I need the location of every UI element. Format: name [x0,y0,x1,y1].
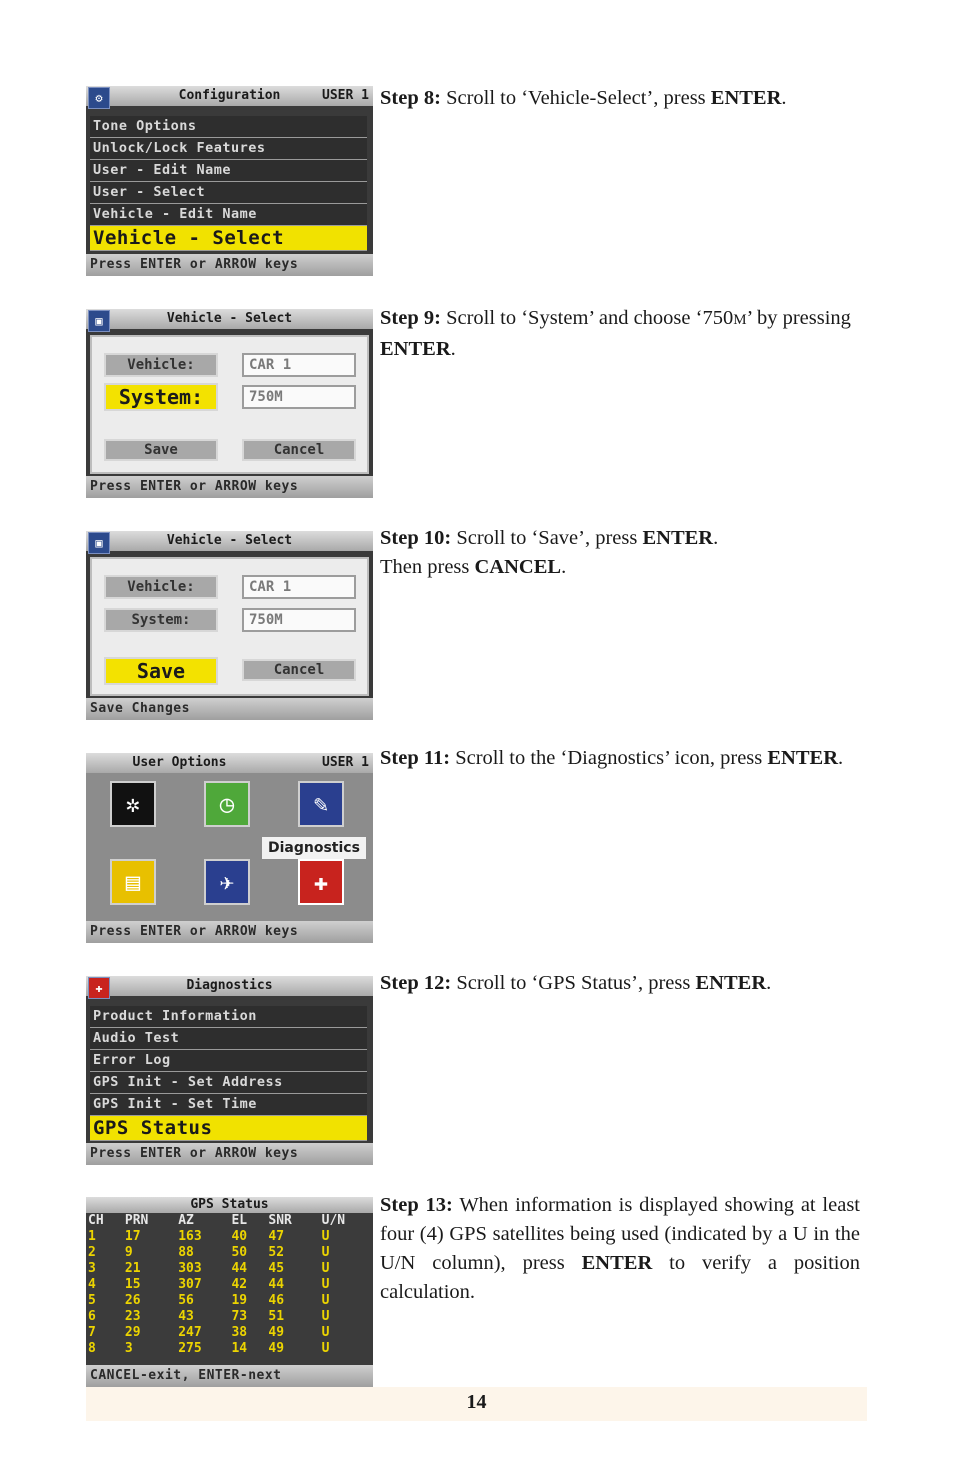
cell: U [321,1276,330,1292]
menu-item-unlock-lock[interactable]: Unlock/Lock Features [90,138,367,160]
menu-item-product-information[interactable]: Product Information [90,1006,367,1028]
step-body: Scroll to the ‘Diagnostics’ icon, press [450,747,768,769]
cell: 49 [268,1340,285,1356]
system-field[interactable]: 750M [242,385,356,409]
menu-item-user-select[interactable]: User - Select [90,182,367,204]
vehicle-list-icon[interactable]: ▤ [110,859,156,905]
menu-item-gps-status[interactable]: GPS Status [90,1116,367,1141]
key-name: ENTER [642,527,714,549]
menu-item-vehicle-edit-name[interactable]: Vehicle - Edit Name [90,204,367,226]
cell: 307 [178,1276,202,1292]
diagnostics-icon: ✚ [88,977,110,999]
table-row [86,1244,373,1260]
step-body: Scroll to ‘GPS Status’, press [451,972,696,994]
key-name: ENTER [710,87,782,109]
unit-smallcap: M [733,312,747,328]
system-label[interactable]: System: [104,383,218,411]
step-label: Step 8: [380,87,441,109]
key-name: ENTER [767,747,839,769]
step-label: Step 13: [380,1194,453,1216]
key-name: ENTER [581,1252,653,1274]
diagnostics-tooltip: Diagnostics [262,837,366,859]
system-label: System: [104,608,218,632]
step-11-text [380,744,860,773]
key-name: ENTER [695,972,767,994]
cell: 4 [88,1276,96,1292]
diagnostics-menu [90,1006,367,1141]
vehicle-icon: ▣ [88,532,110,554]
step-9-text [380,304,860,364]
cell: 49 [268,1324,285,1340]
table-row [86,1260,373,1276]
cell: 3 [124,1340,133,1356]
user-options-screen [86,753,373,943]
table-header-row [86,1213,373,1228]
cell: 42 [231,1276,248,1292]
gps-table-area [86,1213,373,1365]
title-bar [86,753,373,773]
cell: 26 [124,1292,141,1308]
header-ch: CH [88,1213,104,1228]
cell: 38 [231,1324,248,1340]
gps-satellite-table [86,1213,373,1356]
diagnostics-screen [86,976,373,1165]
cell: U [321,1292,330,1308]
cell: 44 [231,1260,248,1276]
cell: U [321,1228,330,1244]
screen-title: Vehicle - Select [166,311,293,326]
cell: U [321,1324,330,1340]
page-number: 14 [466,1391,487,1413]
header-un: U/N [321,1213,346,1228]
cell: 21 [124,1260,141,1276]
cell: 45 [268,1260,285,1276]
table-row [86,1324,373,1340]
step-label: Step 10: [380,527,452,549]
vehicle-field[interactable]: CAR 1 [242,575,356,599]
step-body: to verify a position calculation. [380,1252,860,1303]
step-body: Then press [380,556,475,578]
cell: U [321,1308,330,1324]
save-button[interactable]: Save [104,657,218,685]
cell: 5 [88,1292,96,1308]
key-name: CANCEL [474,556,562,578]
title-bar [86,1197,373,1213]
screen-title: Configuration [178,88,281,103]
cell: 6 [88,1308,96,1324]
menu-item-audio-test[interactable]: Audio Test [90,1028,367,1050]
vehicle-select-dialog [90,335,369,474]
icon-grid [86,773,373,921]
step-body: Scroll to ‘Save’, press [451,527,643,549]
configuration-menu [90,116,367,251]
settings-icon[interactable]: ✲ [110,781,156,827]
cancel-button[interactable]: Cancel [242,439,356,461]
vehicle-field[interactable]: CAR 1 [242,353,356,377]
table-row [86,1340,373,1356]
status-bar: Press ENTER or ARROW keys [86,1143,373,1165]
cell: 14 [231,1340,248,1356]
system-field[interactable]: 750M [242,608,356,632]
cell: 40 [231,1228,248,1244]
step-13-text [380,1191,860,1307]
user-badge: USER 1 [322,755,369,770]
cell: 7 [88,1324,96,1340]
cell: 303 [178,1260,202,1276]
step-label: Step 12: [380,972,452,994]
cell: 23 [124,1308,141,1324]
cell: 17 [124,1228,141,1244]
cell: 19 [231,1292,248,1308]
page-footer [86,1387,867,1421]
save-button[interactable]: Save [104,439,218,461]
key-name: ENTER [380,338,451,360]
screen-title: Vehicle - Select [166,533,293,548]
cancel-button[interactable]: Cancel [242,659,356,681]
cell: U [321,1340,330,1356]
cell: U [321,1244,330,1260]
step-body: . [713,527,719,549]
header-prn: PRN [124,1213,149,1228]
step-body: . [766,972,772,994]
table-row [86,1228,373,1244]
screen-title: GPS Status [190,1197,269,1212]
cell: 8 [88,1340,96,1356]
cell: 44 [268,1276,285,1292]
step-8-text [380,84,860,113]
cell: 73 [231,1308,248,1324]
vehicle-label: Vehicle: [104,575,218,599]
table-row [86,1292,373,1308]
clock-icon[interactable]: ◷ [204,781,250,827]
step-body: ’ by pressing [746,307,851,329]
cell: 52 [268,1244,285,1260]
gps-status-screen [86,1197,373,1387]
cell: 15 [124,1276,141,1292]
menu-item-vehicle-select[interactable]: Vehicle - Select [90,226,367,251]
step-body: . [781,87,787,109]
menu-item-gps-set-time[interactable]: GPS Init - Set Time [90,1094,367,1116]
cell: 88 [178,1244,194,1260]
user-badge: USER 1 [322,88,369,103]
configuration-screen [86,86,373,276]
cell: 46 [268,1292,285,1308]
cell: 247 [178,1324,202,1340]
header-el: EL [231,1213,248,1228]
cell: 50 [231,1244,248,1260]
title-bar [86,309,373,329]
cell: 1 [88,1228,96,1244]
cell: 3 [88,1260,96,1276]
cell: 43 [178,1308,194,1324]
cell: 47 [268,1228,285,1244]
vehicle-label: Vehicle: [104,353,218,377]
cell: 29 [124,1324,141,1340]
screen-title: Diagnostics [186,978,273,993]
screen-title: User Options [132,755,227,770]
vehicle-select-screen-2 [86,531,373,720]
cell: 56 [178,1292,194,1308]
menu-item-tone-options[interactable]: Tone Options [90,116,367,138]
tools-icon[interactable]: ✎ [298,781,344,827]
step-label: Step 9: [380,307,441,329]
menu-item-gps-set-address[interactable]: GPS Init - Set Address [90,1072,367,1094]
vehicle-select-screen-1 [86,309,373,498]
diagnostics-icon[interactable]: ✚ [298,859,344,905]
step-body: Scroll to ‘Vehicle-Select’, press [440,87,711,109]
satellite-icon[interactable]: ✈ [204,859,250,905]
cell: 275 [178,1340,202,1356]
status-bar: Press ENTER or ARROW keys [86,254,373,276]
status-bar: Press ENTER or ARROW keys [86,476,373,498]
cell: 163 [178,1228,202,1244]
vehicle-select-dialog [90,557,369,696]
cell: 9 [124,1244,133,1260]
title-bar [86,531,373,551]
table-row [86,1276,373,1292]
cell: U [321,1260,330,1276]
configuration-icon: ⚙ [88,87,110,109]
step-body: Scroll to ‘System’ and choose ‘750 [440,307,734,329]
step-body: When information is displayed showing at least four (4) GPS satellites being used (indicated by a U in the U/N column), press [380,1194,860,1274]
cell: 2 [88,1244,96,1260]
status-bar: Save Changes [86,698,373,720]
step-body: . [838,747,844,769]
step-body: . [561,556,567,578]
step-10-text [380,524,860,582]
menu-item-user-edit-name[interactable]: User - Edit Name [90,160,367,182]
cell: 51 [268,1308,285,1324]
step-12-text [380,969,860,998]
step-label: Step 11: [380,747,451,769]
header-az: AZ [178,1213,194,1228]
status-bar: Press ENTER or ARROW keys [86,921,373,943]
title-bar [86,86,373,106]
status-bar: CANCEL-exit, ENTER-next [86,1365,373,1387]
header-snr: SNR [268,1213,292,1228]
vehicle-icon: ▣ [88,310,110,332]
title-bar [86,976,373,996]
menu-item-error-log[interactable]: Error Log [90,1050,367,1072]
table-row [86,1308,373,1324]
step-body: . [450,338,456,360]
